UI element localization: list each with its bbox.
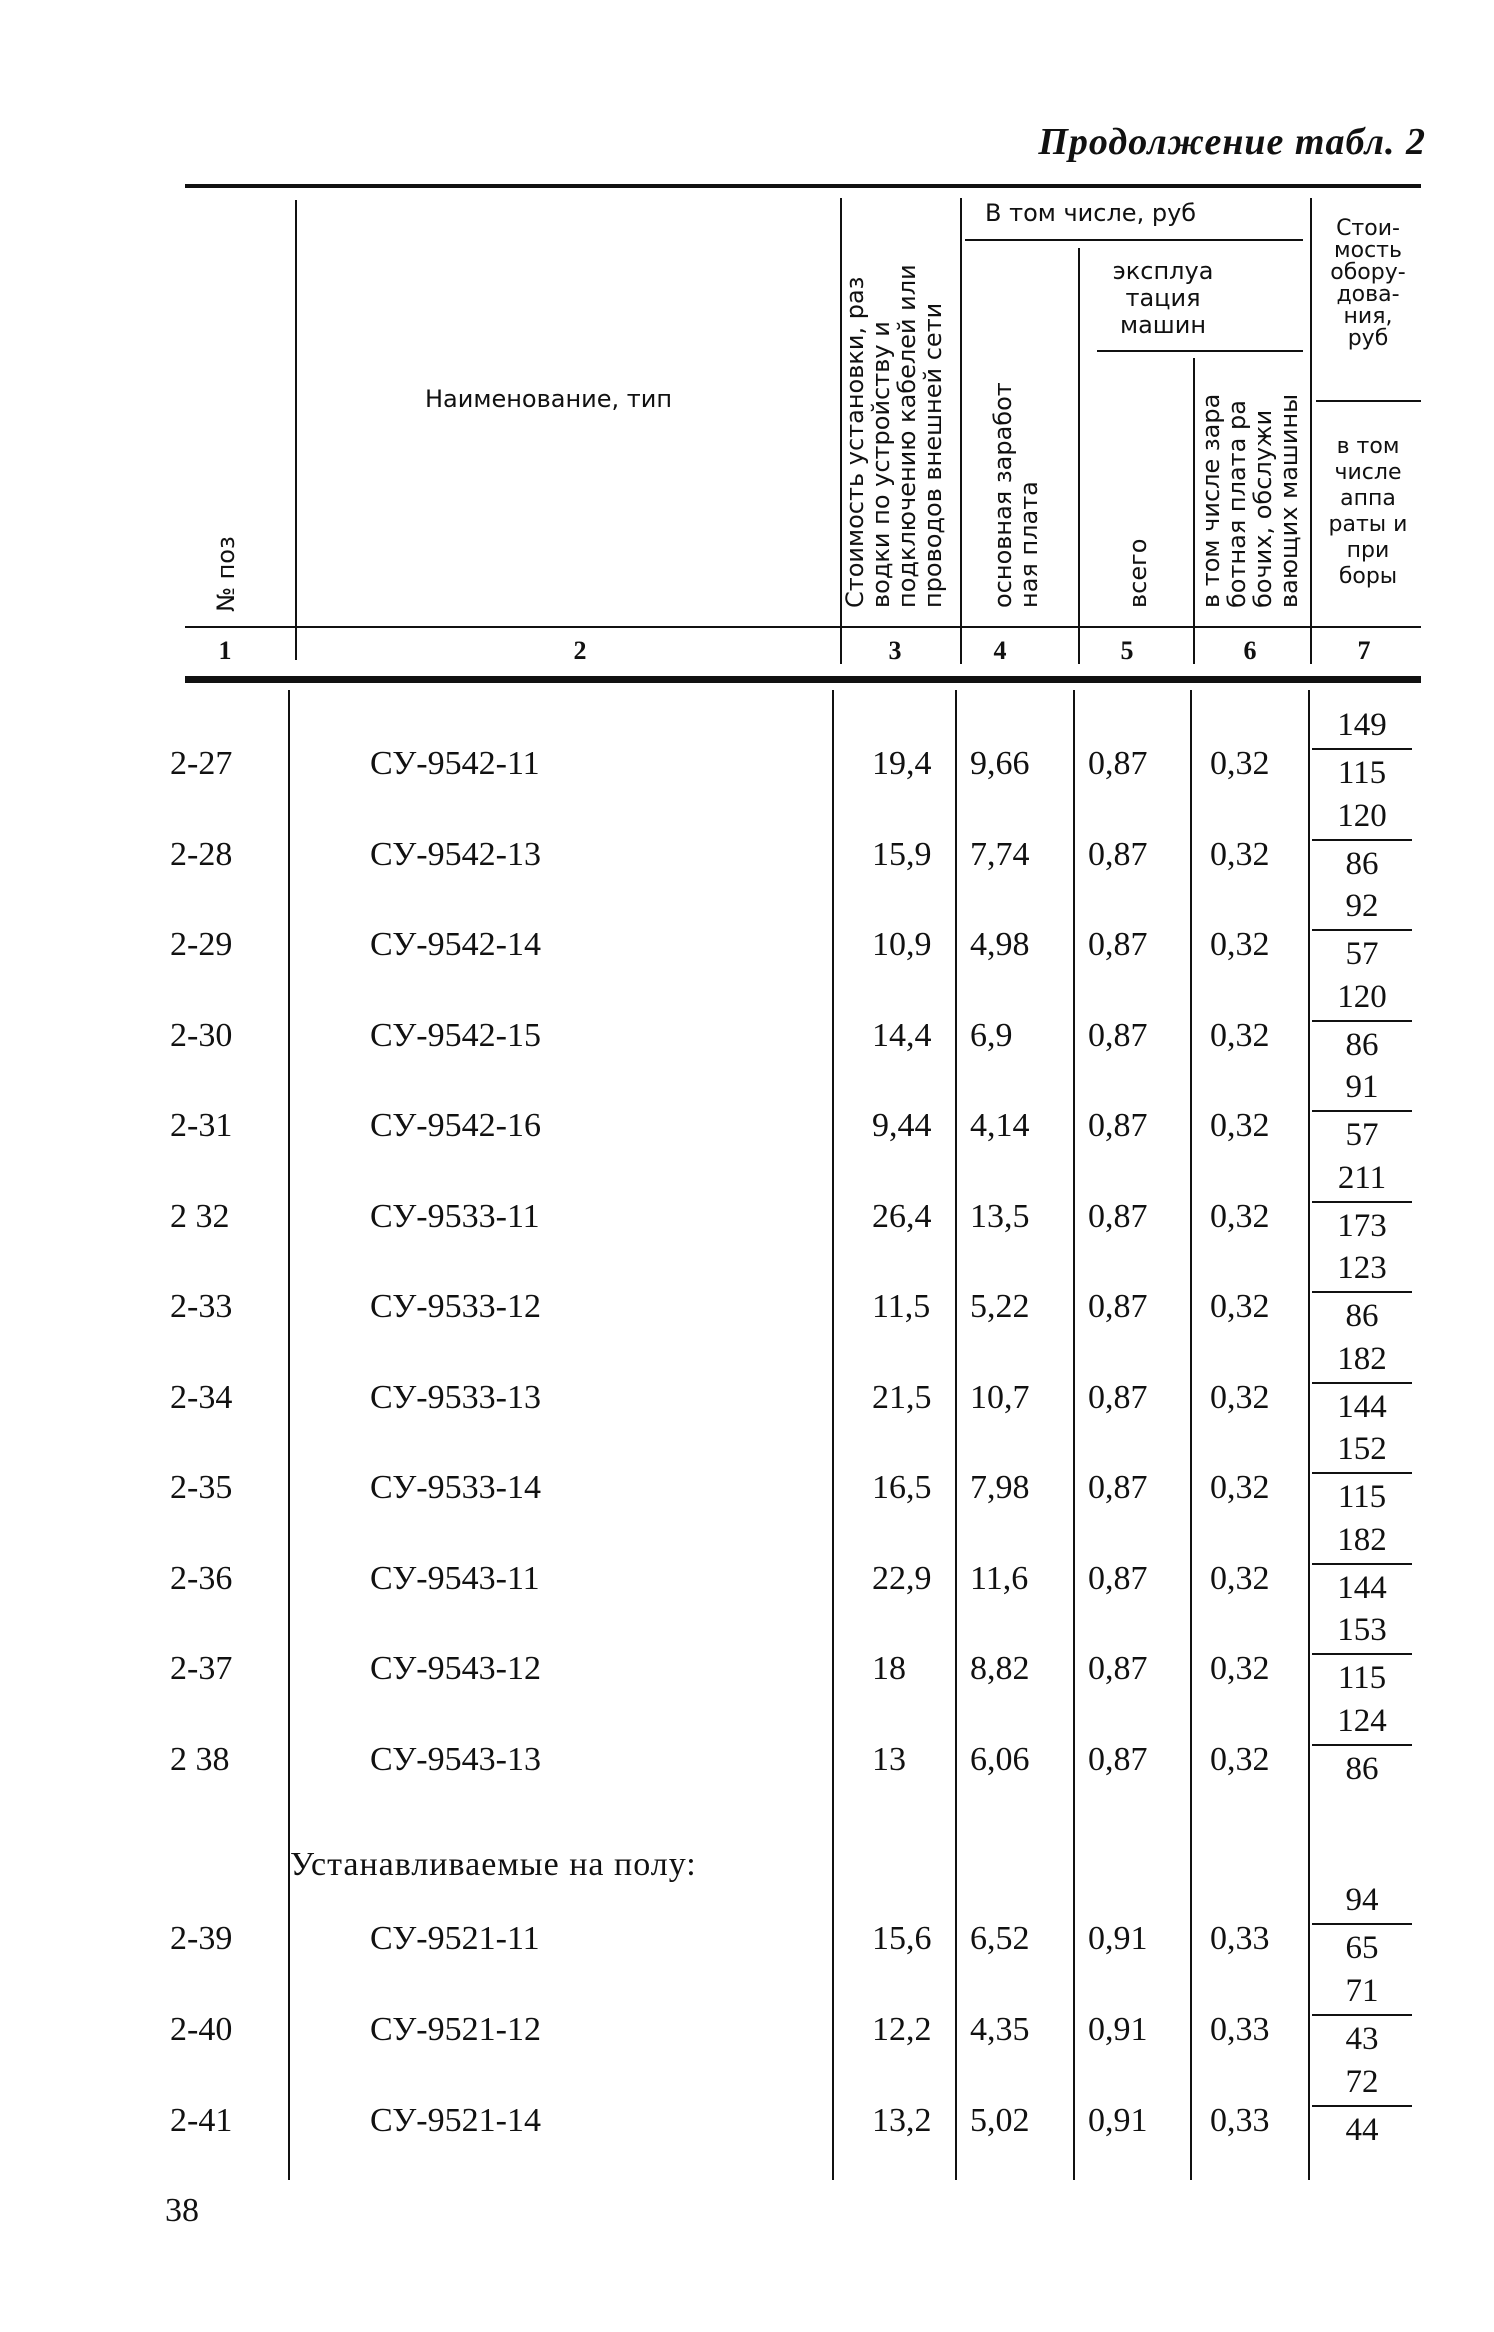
machines-rule bbox=[1097, 350, 1303, 352]
row-install-cost: 22,9 bbox=[872, 1560, 932, 1597]
row-equipment-cost-fraction bbox=[1312, 1248, 1412, 1336]
header-install-cost: Стоимость установки, раз водки по устройству и подключению кабелей или проводов внешней сети bbox=[841, 264, 947, 608]
row-base-salary: 9,66 bbox=[970, 745, 1030, 782]
row-base-salary: 8,82 bbox=[970, 1650, 1030, 1687]
row-name: СУ-9542-11 bbox=[370, 745, 540, 782]
row-pos: 2-40 bbox=[170, 2011, 233, 2048]
row-equipment-cost-fraction bbox=[1312, 1339, 1412, 1427]
row-install-cost: 26,4 bbox=[872, 1198, 932, 1235]
row-equipment-cost: 94 bbox=[1345, 1882, 1379, 1918]
row-machines-salary: 0,32 bbox=[1210, 1560, 1270, 1597]
row-equipment-cost-fraction bbox=[1312, 1701, 1412, 1789]
row-name: СУ-9521-12 bbox=[370, 2011, 541, 2048]
row-equipment-incl: 86 bbox=[1345, 846, 1379, 882]
header-pos: № поз bbox=[212, 536, 240, 612]
header-vline-3 bbox=[960, 198, 962, 664]
row-machines-salary: 0,32 bbox=[1210, 1379, 1270, 1416]
row-machines-salary: 0,32 bbox=[1210, 1741, 1270, 1778]
fraction-line bbox=[1312, 1472, 1412, 1474]
colnum-3: 3 bbox=[888, 636, 902, 665]
row-equipment-cost: 124 bbox=[1337, 1703, 1387, 1739]
row-equipment-incl: 115 bbox=[1337, 1479, 1387, 1515]
row-machines-salary: 0,32 bbox=[1210, 1017, 1270, 1054]
row-base-salary: 4,35 bbox=[970, 2011, 1030, 2048]
row-name: СУ-9542-14 bbox=[370, 926, 541, 963]
group-rule bbox=[965, 239, 1303, 241]
row-equipment-cost: 72 bbox=[1345, 2064, 1379, 2100]
row-machines-total: 0,87 bbox=[1088, 836, 1148, 873]
fraction-line bbox=[1312, 929, 1412, 931]
row-name: СУ-9533-12 bbox=[370, 1288, 541, 1325]
row-equipment-incl: 115 bbox=[1337, 1660, 1387, 1696]
header-vline-1 bbox=[295, 200, 297, 660]
row-install-cost: 10,9 bbox=[872, 926, 932, 963]
header-equipment-incl: в том числе аппа раты и при боры bbox=[1328, 434, 1408, 589]
row-pos: 2-28 bbox=[170, 836, 233, 873]
row-base-salary: 7,98 bbox=[970, 1469, 1030, 1506]
row-install-cost: 16,5 bbox=[872, 1469, 932, 1506]
row-base-salary: 11,6 bbox=[970, 1560, 1029, 1597]
row-equipment-cost-fraction bbox=[1312, 977, 1412, 1065]
row-machines-total: 0,87 bbox=[1088, 1650, 1148, 1687]
page-number: 38 bbox=[165, 2192, 199, 2229]
row-install-cost: 9,44 bbox=[872, 1107, 932, 1144]
section-label-floor: Устанавливаемые на полу: bbox=[290, 1846, 697, 1883]
row-install-cost: 18 bbox=[872, 1650, 906, 1687]
row-equipment-cost-fraction bbox=[1312, 1067, 1412, 1155]
row-pos: 2-36 bbox=[170, 1560, 233, 1597]
body-vline-2 bbox=[832, 690, 834, 2180]
row-machines-total: 0,87 bbox=[1088, 1560, 1148, 1597]
row-equipment-cost: 92 bbox=[1345, 888, 1379, 924]
table-continuation-title: Продолжение табл. 2 bbox=[1038, 121, 1426, 163]
row-machines-total: 0,91 bbox=[1088, 2102, 1148, 2139]
row-equipment-incl: 115 bbox=[1337, 755, 1387, 791]
fraction-line bbox=[1312, 1020, 1412, 1022]
row-base-salary: 6,52 bbox=[970, 1920, 1030, 1957]
fraction-line bbox=[1312, 1382, 1412, 1384]
row-name: СУ-9543-12 bbox=[370, 1650, 541, 1687]
row-equipment-cost: 153 bbox=[1337, 1612, 1387, 1648]
row-name: СУ-9533-14 bbox=[370, 1469, 541, 1506]
row-equipment-cost: 211 bbox=[1337, 1160, 1387, 1196]
colnum-6: 6 bbox=[1243, 636, 1257, 665]
header-name: Наименование, тип bbox=[425, 385, 673, 413]
row-machines-salary: 0,33 bbox=[1210, 1920, 1270, 1957]
row-pos: 2-35 bbox=[170, 1469, 233, 1506]
fraction-line bbox=[1312, 748, 1412, 750]
row-install-cost: 15,9 bbox=[872, 836, 932, 873]
row-base-salary: 7,74 bbox=[970, 836, 1030, 873]
row-equipment-incl: 86 bbox=[1345, 1751, 1379, 1787]
row-equipment-cost-fraction bbox=[1312, 1158, 1412, 1246]
equipment-rule bbox=[1316, 400, 1421, 402]
row-name: СУ-9521-11 bbox=[370, 1920, 540, 1957]
row-install-cost: 13 bbox=[872, 1741, 906, 1778]
fraction-line bbox=[1312, 1653, 1412, 1655]
row-pos: 2-39 bbox=[170, 1920, 233, 1957]
row-base-salary: 13,5 bbox=[970, 1198, 1030, 1235]
row-pos: 2 38 bbox=[170, 1741, 230, 1778]
row-pos: 2-27 bbox=[170, 745, 233, 782]
fraction-line bbox=[1312, 2105, 1412, 2107]
row-equipment-cost-fraction bbox=[1312, 1610, 1412, 1698]
row-machines-total: 0,87 bbox=[1088, 1288, 1148, 1325]
header-equipment-cost: Стои- мость обору- дова- ния, руб bbox=[1330, 216, 1406, 351]
row-equipment-incl: 44 bbox=[1345, 2112, 1379, 2148]
fraction-line bbox=[1312, 2014, 1412, 2016]
row-equipment-incl: 65 bbox=[1345, 1930, 1379, 1966]
row-base-salary: 5,22 bbox=[970, 1288, 1030, 1325]
row-name: СУ-9543-13 bbox=[370, 1741, 541, 1778]
body-vline-3 bbox=[955, 690, 957, 2180]
row-machines-salary: 0,32 bbox=[1210, 745, 1270, 782]
row-install-cost: 19,4 bbox=[872, 745, 932, 782]
row-equipment-cost: 120 bbox=[1337, 979, 1387, 1015]
colnum-1: 1 bbox=[218, 636, 232, 665]
row-install-cost: 21,5 bbox=[872, 1379, 932, 1416]
row-machines-salary: 0,32 bbox=[1210, 1469, 1270, 1506]
row-base-salary: 5,02 bbox=[970, 2102, 1030, 2139]
row-equipment-cost: 152 bbox=[1337, 1431, 1387, 1467]
row-equipment-cost: 149 bbox=[1337, 707, 1387, 743]
row-pos: 2-34 bbox=[170, 1379, 233, 1416]
row-machines-salary: 0,33 bbox=[1210, 2011, 1270, 2048]
header-machines-salary: в том числе зара ботная плата ра бочих, обслужи вающих машины bbox=[1197, 393, 1303, 608]
row-equipment-incl: 86 bbox=[1345, 1298, 1379, 1334]
header-base-salary: основная заработ ная плата bbox=[989, 382, 1043, 608]
row-base-salary: 10,7 bbox=[970, 1379, 1030, 1416]
row-equipment-cost-fraction bbox=[1312, 2062, 1412, 2150]
fraction-line bbox=[1312, 1563, 1412, 1565]
row-base-salary: 4,14 bbox=[970, 1107, 1030, 1144]
row-machines-total: 0,91 bbox=[1088, 2011, 1148, 2048]
row-machines-total: 0,87 bbox=[1088, 745, 1148, 782]
fraction-line bbox=[1312, 1201, 1412, 1203]
row-equipment-cost: 182 bbox=[1337, 1522, 1387, 1558]
colnum-4: 4 bbox=[993, 636, 1007, 665]
row-equipment-incl: 57 bbox=[1345, 936, 1379, 972]
row-install-cost: 15,6 bbox=[872, 1920, 932, 1957]
fraction-line bbox=[1312, 1923, 1412, 1925]
body-vline-5 bbox=[1190, 690, 1192, 2180]
header-machines-total: всего bbox=[1124, 538, 1152, 608]
row-machines-salary: 0,32 bbox=[1210, 1107, 1270, 1144]
row-base-salary: 4,98 bbox=[970, 926, 1030, 963]
row-base-salary: 6,06 bbox=[970, 1741, 1030, 1778]
row-equipment-cost-fraction bbox=[1312, 1880, 1412, 1968]
body-vline-1 bbox=[288, 690, 290, 2180]
fraction-line bbox=[1312, 1110, 1412, 1112]
row-machines-total: 0,87 bbox=[1088, 1741, 1148, 1778]
row-equipment-cost-fraction bbox=[1312, 705, 1412, 793]
header-machines-group: эксплуа тация машин bbox=[1112, 257, 1214, 339]
fraction-line bbox=[1312, 1744, 1412, 1746]
header-incl-group: В том числе, руб bbox=[985, 199, 1197, 227]
row-machines-total: 0,87 bbox=[1088, 1107, 1148, 1144]
row-machines-total: 0,91 bbox=[1088, 1920, 1148, 1957]
header-vline-5 bbox=[1193, 358, 1195, 664]
row-name: СУ-9533-13 bbox=[370, 1379, 541, 1416]
row-equipment-cost: 123 bbox=[1337, 1250, 1387, 1286]
fraction-line bbox=[1312, 1291, 1412, 1293]
row-equipment-cost: 71 bbox=[1345, 1973, 1379, 2009]
numbers-rule bbox=[185, 626, 1421, 628]
row-name: СУ-9533-11 bbox=[370, 1198, 540, 1235]
row-machines-salary: 0,32 bbox=[1210, 1650, 1270, 1687]
row-equipment-cost: 91 bbox=[1345, 1069, 1379, 1105]
row-equipment-incl: 86 bbox=[1345, 1027, 1379, 1063]
header-vline-4 bbox=[1078, 248, 1080, 664]
row-machines-total: 0,87 bbox=[1088, 926, 1148, 963]
body-vline-6 bbox=[1308, 690, 1310, 2180]
row-equipment-cost-fraction bbox=[1312, 886, 1412, 974]
row-pos: 2-37 bbox=[170, 1650, 233, 1687]
row-machines-salary: 0,32 bbox=[1210, 836, 1270, 873]
colnum-7: 7 bbox=[1357, 636, 1371, 665]
row-name: СУ-9521-14 bbox=[370, 2102, 541, 2139]
row-machines-total: 0,87 bbox=[1088, 1379, 1148, 1416]
row-pos: 2-30 bbox=[170, 1017, 233, 1054]
row-equipment-incl: 43 bbox=[1345, 2021, 1379, 2057]
row-equipment-incl: 173 bbox=[1337, 1208, 1387, 1244]
row-install-cost: 14,4 bbox=[872, 1017, 932, 1054]
row-install-cost: 12,2 bbox=[872, 2011, 932, 2048]
row-name: СУ-9542-15 bbox=[370, 1017, 541, 1054]
row-pos: 2-29 bbox=[170, 926, 233, 963]
row-pos: 2-41 bbox=[170, 2102, 233, 2139]
row-base-salary: 6,9 bbox=[970, 1017, 1013, 1054]
row-machines-total: 0,87 bbox=[1088, 1469, 1148, 1506]
row-install-cost: 11,5 bbox=[872, 1288, 931, 1325]
top-rule bbox=[185, 184, 1421, 188]
row-machines-salary: 0,32 bbox=[1210, 1198, 1270, 1235]
row-equipment-incl: 144 bbox=[1337, 1570, 1387, 1606]
row-equipment-cost-fraction bbox=[1312, 1971, 1412, 2059]
row-equipment-cost-fraction bbox=[1312, 1520, 1412, 1608]
row-machines-salary: 0,32 bbox=[1210, 926, 1270, 963]
header-bottom-rule bbox=[185, 676, 1421, 683]
body-vline-4 bbox=[1073, 690, 1075, 2180]
row-name: СУ-9542-13 bbox=[370, 836, 541, 873]
fraction-line bbox=[1312, 839, 1412, 841]
row-equipment-cost: 182 bbox=[1337, 1341, 1387, 1377]
row-machines-total: 0,87 bbox=[1088, 1017, 1148, 1054]
colnum-2: 2 bbox=[573, 636, 587, 665]
colnum-5: 5 bbox=[1120, 636, 1134, 665]
row-pos: 2-33 bbox=[170, 1288, 233, 1325]
row-equipment-cost-fraction bbox=[1312, 1429, 1412, 1517]
row-equipment-incl: 57 bbox=[1345, 1117, 1379, 1153]
row-machines-salary: 0,33 bbox=[1210, 2102, 1270, 2139]
row-install-cost: 13,2 bbox=[872, 2102, 932, 2139]
row-name: СУ-9542-16 bbox=[370, 1107, 541, 1144]
row-name: СУ-9543-11 bbox=[370, 1560, 540, 1597]
row-pos: 2-31 bbox=[170, 1107, 233, 1144]
row-equipment-incl: 144 bbox=[1337, 1389, 1387, 1425]
header-vline-6 bbox=[1310, 198, 1312, 664]
row-machines-total: 0,87 bbox=[1088, 1198, 1148, 1235]
row-pos: 2 32 bbox=[170, 1198, 230, 1235]
row-equipment-cost: 120 bbox=[1337, 798, 1387, 834]
row-machines-salary: 0,32 bbox=[1210, 1288, 1270, 1325]
row-equipment-cost-fraction bbox=[1312, 796, 1412, 884]
